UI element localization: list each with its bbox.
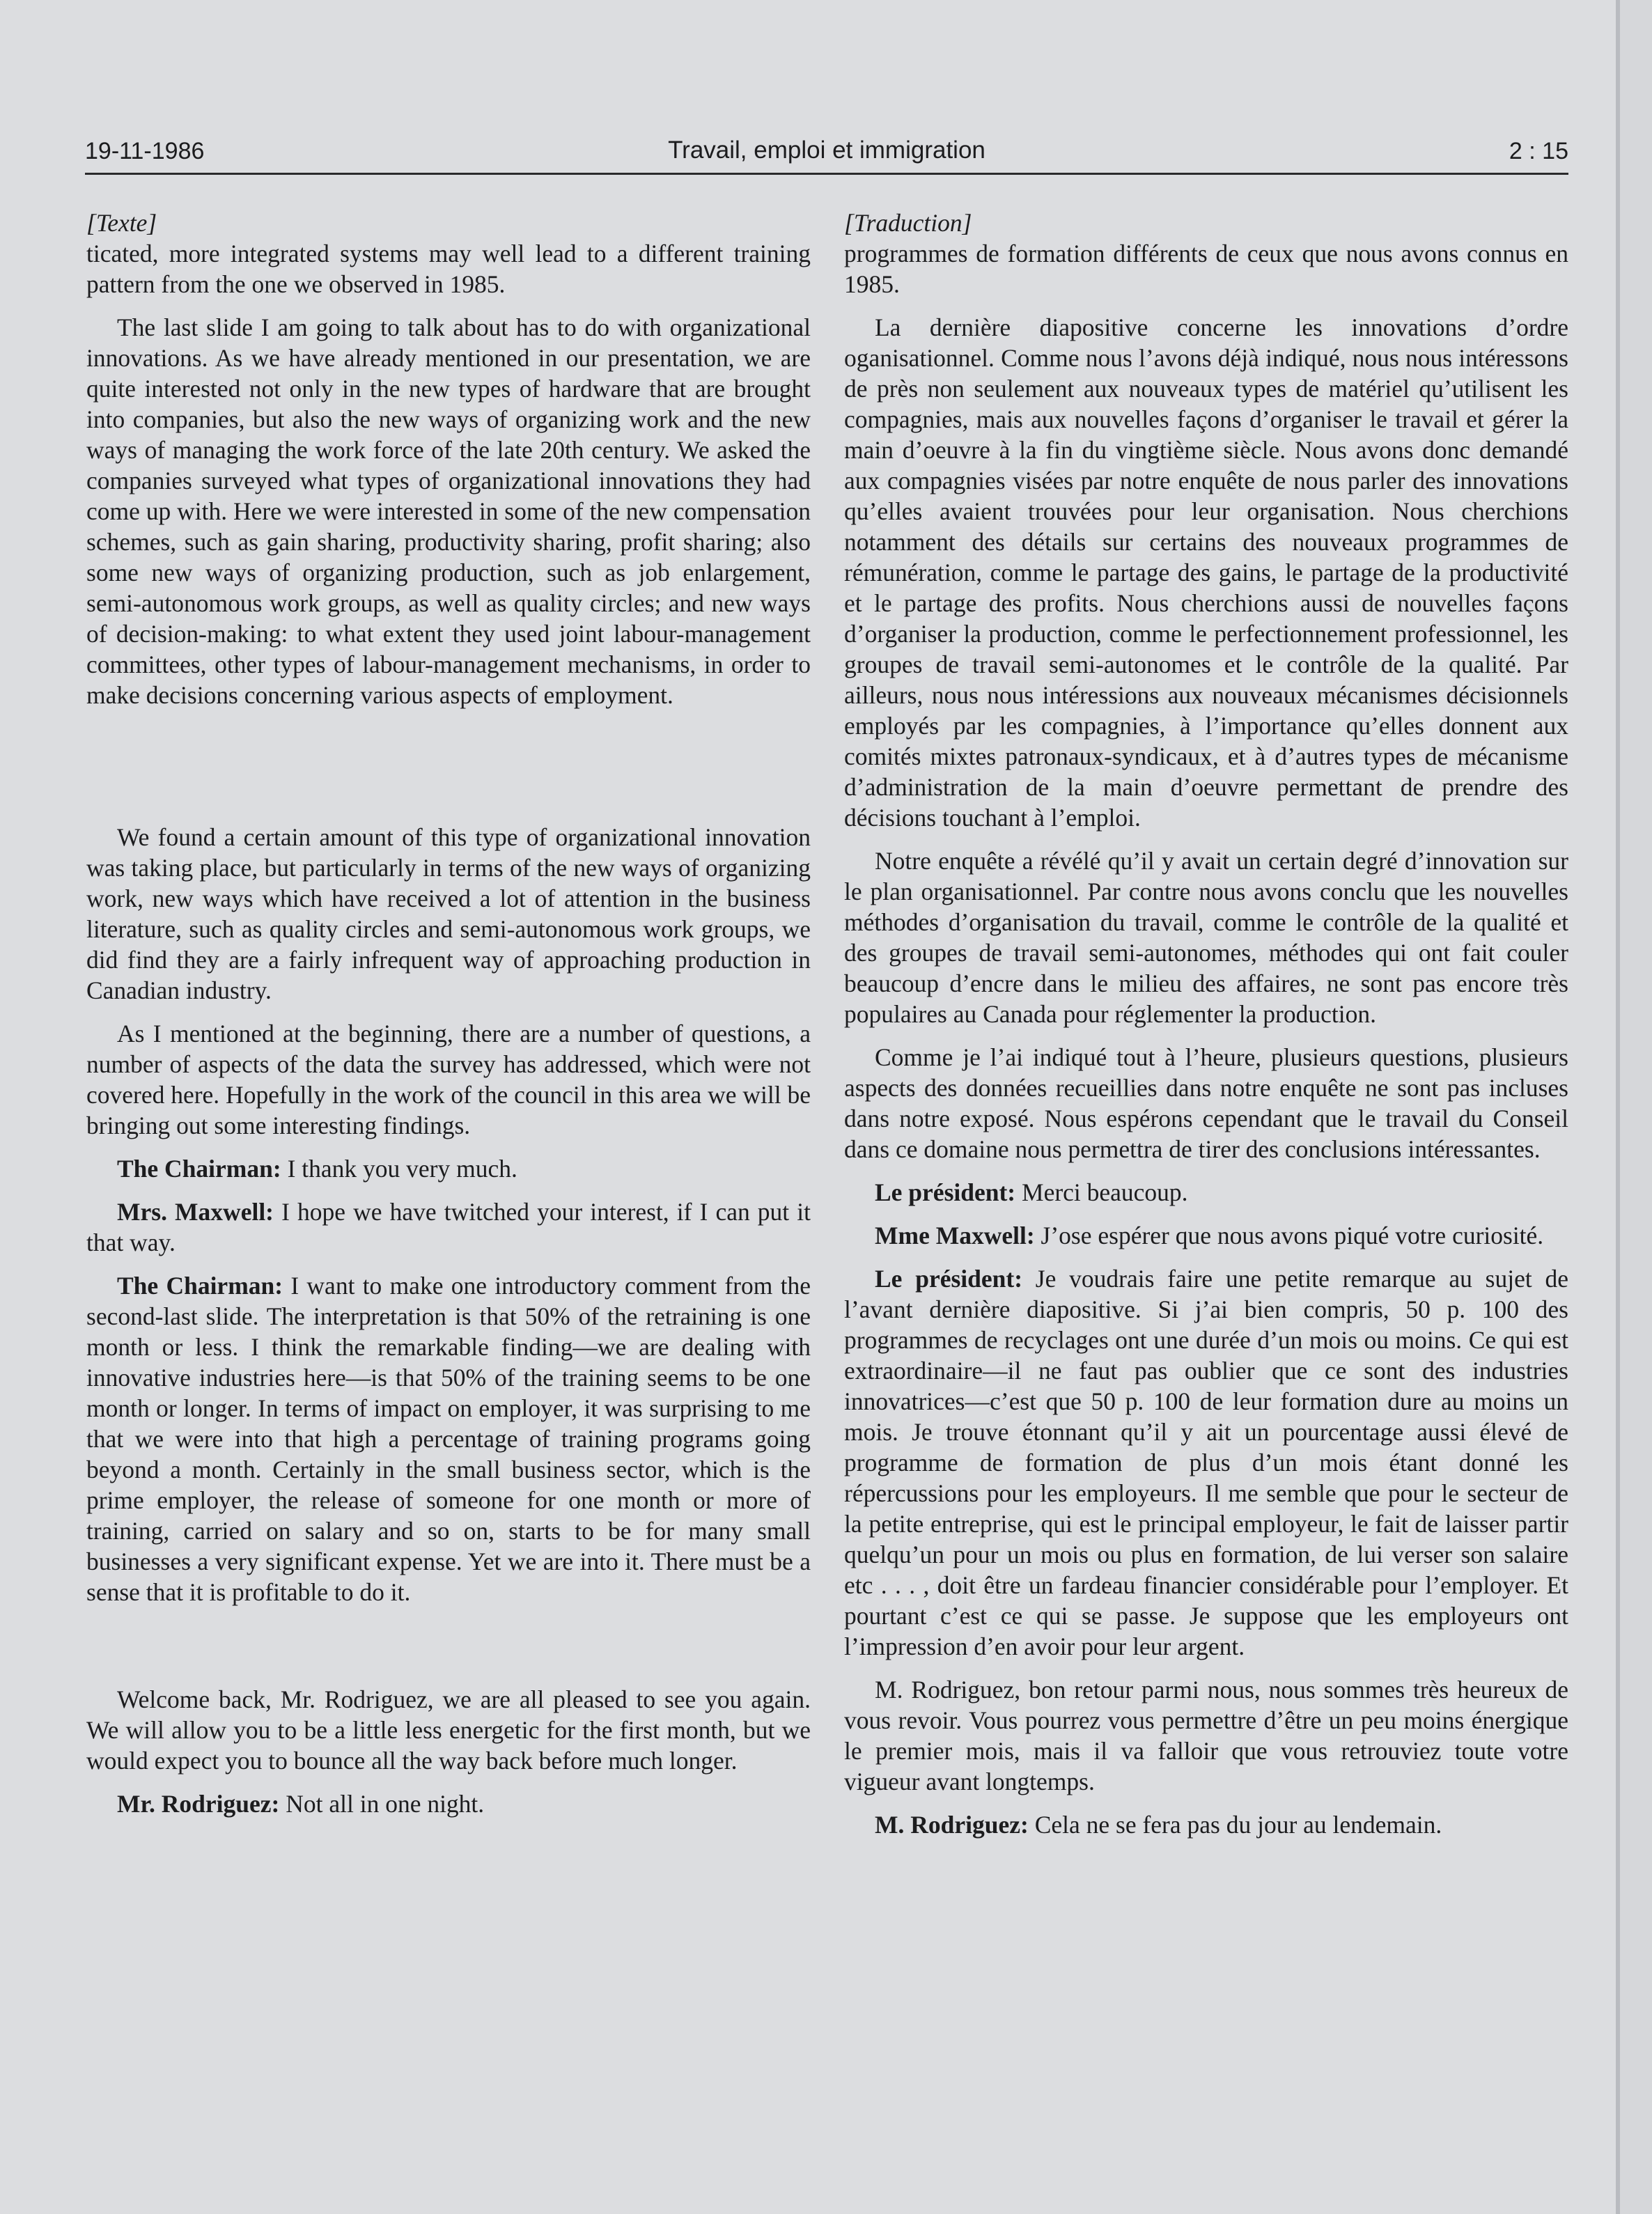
paragraph: programmes de formation différents de ceux que nous avons connus en 1985. [844, 240, 1568, 298]
paragraph: ticated, more integrated systems may well lead to a different training pattern from the one we observed in 1985. [86, 240, 811, 298]
paragraph: Comme je l’ai indiqué tout à l’heure, plusieurs questions, plusieurs aspects des données recueillies dans notre enquête ne sont pas incluses dans notre exposé. Nous espérons cependant que le travail du Conseil dans ce domaine nous permettra de tirer des conclusions intéressantes. [844, 1043, 1568, 1163]
speaker-name: Le président: [875, 1178, 1016, 1206]
speech-text: I thank you very much. [281, 1155, 517, 1183]
speaker-turn [86, 1788, 811, 1819]
speaker-name: Mme Maxwell: [875, 1222, 1035, 1249]
paragraph: M. Rodriguez, bon retour parmi nous, nous sommes très heureux de vous revoir. Vous pourrez vous permettre d’être un peu moins énergique le premier mois, mais il va falloir que vous retrouviez toute votre vigueur avant longtemps. [844, 1676, 1568, 1795]
speech-text: Cela ne se fera pas du jour au lendemain. [1028, 1811, 1442, 1839]
page-header [85, 132, 1568, 175]
speaker-name: Mr. Rodriguez: [117, 1790, 280, 1818]
speaker-name: M. Rodriguez: [875, 1811, 1029, 1839]
header-title: Travail, emploi et immigration [668, 137, 985, 164]
column-label: [Texte] [86, 209, 157, 237]
header-date: 19-11-1986 [85, 138, 205, 164]
speech-text: I hope we have twitched your interest, if I can put it that way. [86, 1198, 811, 1256]
speaker-name: The Chairman: [117, 1155, 281, 1183]
paragraph: The last slide I am going to talk about has to do with organizational innovations. As we have already mentioned in our presentation, we are quite interested not only in the new types of hardware that are brought into companies, but also the new ways of organizing work and the new ways of managing the work force of the late 20th century. We asked the companies surveyed what types of organizational innovations they had come up with. Here we were interested in some of the new compensation schemes, such as gain sharing, productivity sharing, profit sharing; also some new ways of organizing production, such as job enlargement, semi-autonomous work groups, as well as quality circles; and new ways of decision-making: to what extent they used joint labour-management committees, other types of labour-management mechanisms, in order to make decisions concerning various aspects of employment. [86, 313, 811, 709]
speaker-turn [86, 1270, 811, 1607]
english-column [86, 208, 811, 1819]
column-label: [Traduction] [844, 209, 972, 237]
french-column [844, 208, 1568, 1840]
speaker-turn [86, 1153, 811, 1184]
speech-text: Not all in one night. [279, 1790, 485, 1818]
speaker-turn [844, 1220, 1568, 1251]
speech-text: I want to make one introductory comment from the second-last slide. The interpretation is that 50% of the retraining is one month or less. I think the remarkable finding—we are dealing with innovative industries here—is that 50% of the training seems to be one month or longer. In terms of impact on employer, it was surprising to me that we were into that high a percentage of training programs going beyond a month. Certainly in the small business sector, which is the prime employer, the release of someone for one month or more of training, carried on salary and so on, starts to be for many small businesses a very significant expense. Yet we are into it. There must be a sense that it is profitable to do it. [86, 1272, 811, 1606]
paragraph: La dernière diapositive concerne les innovations d’ordre oganisationnel. Comme nous l’avons déjà indiqué, nous nous intéressons de près non seulement aux nouveaux types de matériel qu’utilisent les compagnies, mais aux nouvelles façons d’organiser le travail et gérer la main d’oeuvre à la fin du vingtième siècle. Nous avons donc demandé aux compagnies visées par notre enquête de nous parler des innovations qu’elles avaient trouvées pour leur organisation. Nous cherchions notamment des détails sur certains des nouveaux programmes de rémunération, comme le partage des gains, le partage de la productivité et le partage des profits. Nous cherchions aussi de nouvelles façons d’organiser la production, comme le perfectionnement professionnel, les groupes de travail semi-autonomes et le contrôle de la qualité. Par ailleurs, nous nous intéressions aux nouveaux mécanismes décisionnels employés par les compagnies, à l’importance qu’elles donnent aux comités mixtes patronaux-syndicaux, et à d’autres types de mécanisme d’administration de la main d’oeuvre permettant de prendre des décisions touchant à l’emploi. [844, 313, 1568, 832]
speaker-turn [86, 1196, 811, 1258]
speaker-turn [844, 1809, 1568, 1840]
paragraph: Welcome back, Mr. Rodriguez, we are all pleased to see you again. We will allow you to be a little less energetic for the first month, but we would expect you to bounce all the way back before much longer. [86, 1685, 811, 1775]
speaker-turn [844, 1263, 1568, 1662]
paragraph: Notre enquête a révélé qu’il y avait un certain degré d’innovation sur le plan organisationnel. Par contre nous avons conclu que les nouvelles méthodes d’organisation du travail, comme le contrôle de la qualité et des groupes de travail semi-autonomes, méthodes qui ont fait couler beaucoup d’encre dans le milieu des affaires, ne sont pas encore très populaires au Canada pour réglementer la production. [844, 847, 1568, 1028]
speech-text: J’ose espérer que nous avons piqué votre curiosité. [1034, 1222, 1544, 1249]
speaker-name: The Chairman: [117, 1272, 283, 1300]
header-page-number: 2 : 15 [1509, 138, 1568, 164]
speech-text: Je voudrais faire une petite remarque au sujet de l’avant dernière diapositive. Si j’ai bien compris, 50 p. 100 des programmes de recyclages ont une durée d’un mois ou moins. Ce qui est extraordinaire—il ne faut pas oublier que ce sont des industries innovatrices—c’est que 50 p. 100 de leur formation dure au moins un mois. Je trouve étonnant qu’il y ait un pourcentage aussi élevé de programme de formation de plus d’un mois étant donné les répercussions pour les employeurs. Il me semble que pour le secteur de la petite entreprise, qui est le principal employeur, le fait de laisser partir quelqu’un pour un mois ou plus en formation, de lui verser son salaire etc . . . , doit être un fardeau financier considérable pour l’employer. Et pourtant c’est ce qui se passe. Je suppose que les employeurs ont l’impression d’en avoir pour leur argent. [844, 1265, 1568, 1660]
paragraph: We found a certain amount of this type of organizational innovation was taking place, but particularly in terms of the new ways of organizing work, new ways which have received a lot of attention in the business literature, such as quality circles and semi-autonomous work groups, we did find they are a fairly infrequent way of approaching production in Canadian industry. [86, 823, 811, 1004]
speaker-name: Mrs. Maxwell: [117, 1198, 274, 1226]
speech-text: Merci beaucoup. [1015, 1178, 1188, 1206]
speaker-name: Le président: [875, 1265, 1023, 1293]
speaker-turn [844, 1177, 1568, 1208]
paragraph: As I mentioned at the beginning, there are a number of questions, a number of aspects of the data the survey has addressed, which were not covered here. Hopefully in the work of the council in this area we will be bringing out some interesting findings. [86, 1020, 811, 1139]
